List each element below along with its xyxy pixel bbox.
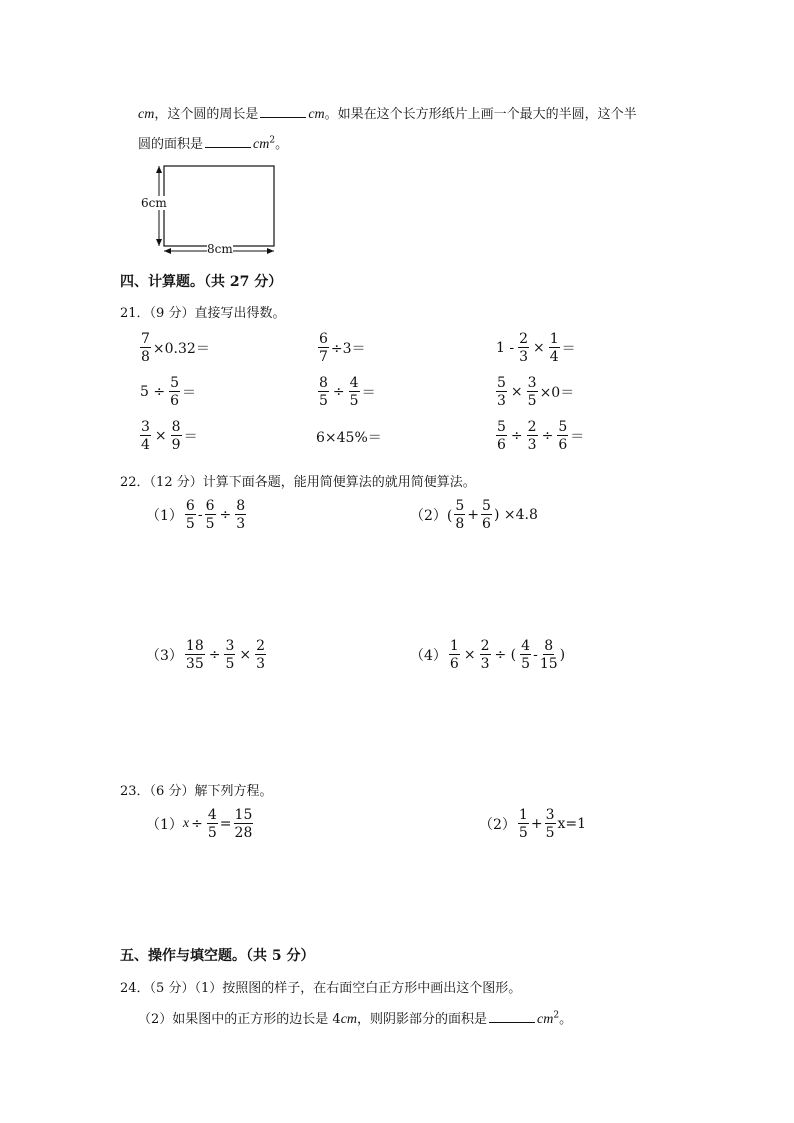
q22-part-4: （4） $\frac{1}{6}$ × $\frac{2}{3}$ ÷ ( $\frac{4}{5}$ - $\frac{8}{15}$ ) (410, 638, 566, 672)
height-label: 6cm (141, 196, 167, 210)
answer-blank[interactable] (489, 1010, 535, 1023)
q22-part-2: （2）( $\frac{5}{8}$ + $\frac{5}{6}$ ) ×4.8 (410, 498, 538, 532)
q24-line1: 24．（5 分）（1）按照图的样子，在右面空白正方形中画出这个图形。 (120, 981, 522, 996)
q20-text-c: 圆的面积是 (138, 137, 204, 152)
width-label: 8cm (207, 242, 233, 256)
q20-line2 (138, 133, 288, 153)
section-4-title: 四、计算题。（共 27 分） (120, 274, 283, 290)
q21-title: 21．（9 分）直接写出得数。 (120, 306, 286, 321)
q20-line1 (138, 103, 637, 123)
q21-item: $\frac{5}{6}$ ÷ $\frac{2}{3}$ ÷ $\frac{5}{6}$ ＝ (497, 419, 585, 453)
q23-part-2: （2） $\frac{1}{5}$ + $\frac{3}{5}$ x=1 (479, 807, 587, 841)
q23-title: 23．（6 分）解下列方程。 (120, 784, 273, 799)
q21-item: $\frac{3}{4}$ × $\frac{8}{9}$ ＝ (141, 419, 198, 453)
q20-text-a: ，这个圆的周长是 (154, 107, 259, 122)
q21-item: 1 - $\frac{2}{3}$ × $\frac{1}{4}$ ＝ (496, 331, 576, 365)
q21-item: $\frac{6}{7}$ ÷3＝ (319, 331, 366, 365)
section-5-title: 五、操作与填空题。（共 5 分） (120, 948, 315, 964)
q23-part-1: （1） x ÷ $\frac{4}{5}$ = $\frac{15}{28}$ (146, 807, 253, 841)
q21-item: $\frac{7}{8}$ ×0.32＝ (141, 331, 210, 365)
q21-item: 6×45%＝ (316, 430, 382, 446)
q21-item: $\frac{5}{3}$ × $\frac{3}{5}$ ×0＝ (497, 375, 575, 409)
unit-cm: cm (253, 137, 270, 152)
q20-end: 。 (275, 137, 289, 152)
answer-blank[interactable] (205, 135, 251, 148)
unit-sup: 2 (269, 135, 276, 146)
q22-part-3: （3） $\frac{18}{35}$ ÷ $\frac{3}{5}$ × $\frac{2}{3}$ (146, 638, 266, 672)
unit-cm: cm (340, 1012, 358, 1027)
unit-cm: cm (308, 107, 325, 122)
q24-line2: （2）如果图中的正方形的边长是 4cm，则阴影部分的面积是 $cm^2$。 (138, 1010, 573, 1027)
q21-item: $\frac{8}{5}$ ÷ $\frac{4}{5}$ ＝ (319, 375, 376, 409)
q20-text-b: 。如果在这个长方形纸片上画一个最大的半圆，这个半 (324, 107, 637, 122)
unit-cm: cm (138, 107, 155, 122)
q22-title: 22．（12 分）计算下面各题，能用简便算法的就用简便算法。 (120, 475, 476, 490)
answer-blank[interactable] (260, 105, 306, 118)
q21-item: 5 ÷ $\frac{5}{6}$ ＝ (140, 375, 197, 409)
unit-cm: cm (537, 1012, 554, 1027)
q22-part-1: （1） $\frac{6}{5}$ - $\frac{6}{5}$ ÷ $\frac{8}{3}$ (146, 498, 246, 532)
